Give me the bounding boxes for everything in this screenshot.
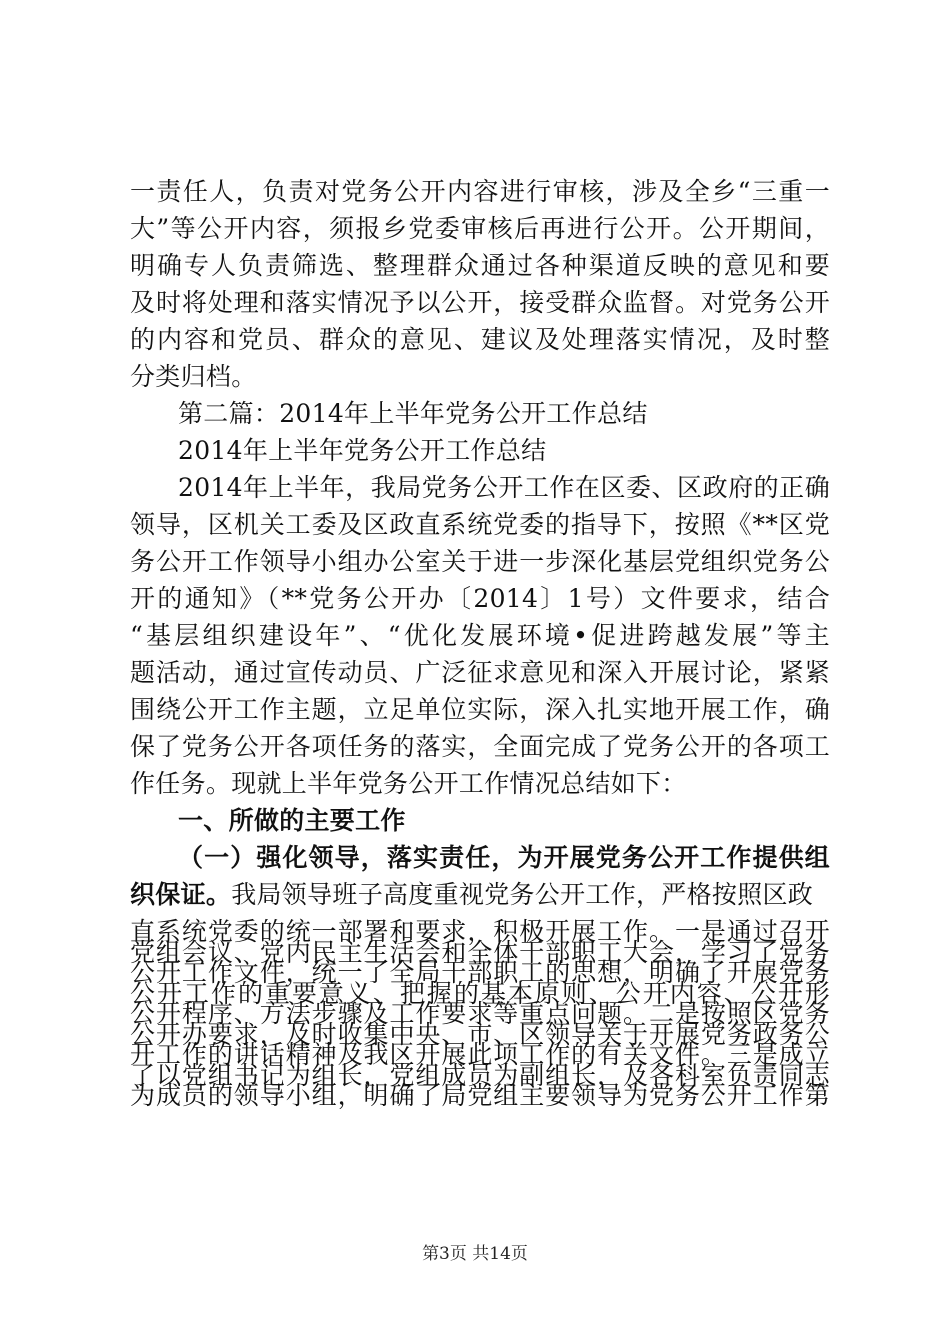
paragraph-line: 公开办要求，及时收集中央、市、区领导关于开展党务政务公	[130, 1019, 830, 1049]
paragraph-line: 直系统党委的统一部署和要求，积极开展工作。一是通过召开	[130, 917, 830, 946]
paragraph-line: 开的通知》（**党务公开办〔2014〕1号）文件要求，结合	[130, 584, 830, 613]
paragraph-line: 领导，区机关工委及区政直系统党委的指导下，按照《**区党	[130, 510, 830, 539]
paragraph-line: 的内容和党员、群众的意见、建议及处理落实情况，及时整	[130, 325, 830, 354]
paragraph-line: 题活动，通过宣传动员、广泛征求意见和深入开展讨论，紧紧	[130, 658, 830, 687]
paragraph-line: 了以党组书记为组长，党组成员为副组长，及各科室负责同志	[130, 1060, 830, 1090]
paragraph-line: 公开程序、方法步骤及工作要求等重点问题。二是按照区党务	[130, 999, 830, 1028]
paragraph-line: 公开工作的重要意义、把握的基本原则、公开内容、公开形	[130, 978, 830, 1008]
paragraph-line	[130, 877, 830, 913]
paragraph-line: 大”等公开内容，须报乡党委审核后再进行公开。公开期间，	[130, 214, 830, 243]
paragraph-line: 公开工作文件，统一了全局干部职工的思想，明确了开展党务	[130, 958, 830, 987]
paragraph-line: 保了党务公开各项任务的落实，全面完成了党务公开的各项工	[130, 732, 830, 761]
paragraph-line: 2014年上半年，我局党务公开工作在区委、区政府的正确	[178, 473, 830, 502]
paragraph-line: 开工作的讲话精神及我区开展此项工作的有关文件。三是成立	[130, 1040, 830, 1069]
paragraph-line: 为成员的领导小组，明确了局党组主要领导为党务公开工作第	[130, 1081, 830, 1110]
paragraph-line: 务公开工作领导小组办公室关于进一步深化基层党组织党务公	[130, 547, 830, 576]
page-number-footer: 第3页 共14页	[422, 1244, 528, 1264]
paragraph-line: 一责任人，负责对党务公开内容进行审核，涉及全乡“三重一	[130, 177, 830, 206]
heading-main-work: 一、所做的主要工作	[178, 806, 406, 835]
paragraph-line: 作任务。现就上半年党务公开工作情况总结如下：	[130, 769, 687, 798]
paragraph-line: “基层组织建设年”、“优化发展环境•促进跨越发展”等主	[130, 621, 830, 650]
paragraph-line: 及时将处理和落实情况予以公开，接受群众监督。对党务公开	[130, 288, 830, 317]
paragraph-text: 我局领导班子高度重视党务公开工作，严格按照区政	[231, 880, 814, 909]
paragraph-line: 明确专人负责筛选、整理群众通过各种渠道反映的意见和要	[130, 251, 830, 280]
paragraph-line: 围绕公开工作主题，立足单位实际，深入扎实地开展工作，确	[130, 695, 830, 724]
subheading-lead: 织保证。	[130, 880, 232, 909]
paragraph-line: 分类归档。	[130, 362, 257, 391]
document-title: 2014年上半年党务公开工作总结	[178, 436, 547, 465]
paragraph-line: 党组会议、党内民主生活会和全体干部职工大会，学习了党务	[130, 937, 830, 967]
section-heading: 第二篇：2014年上半年党务公开工作总结	[178, 399, 648, 428]
subheading-line: （一）强化领导，落实责任，为开展党务公开工作提供组	[178, 843, 830, 872]
